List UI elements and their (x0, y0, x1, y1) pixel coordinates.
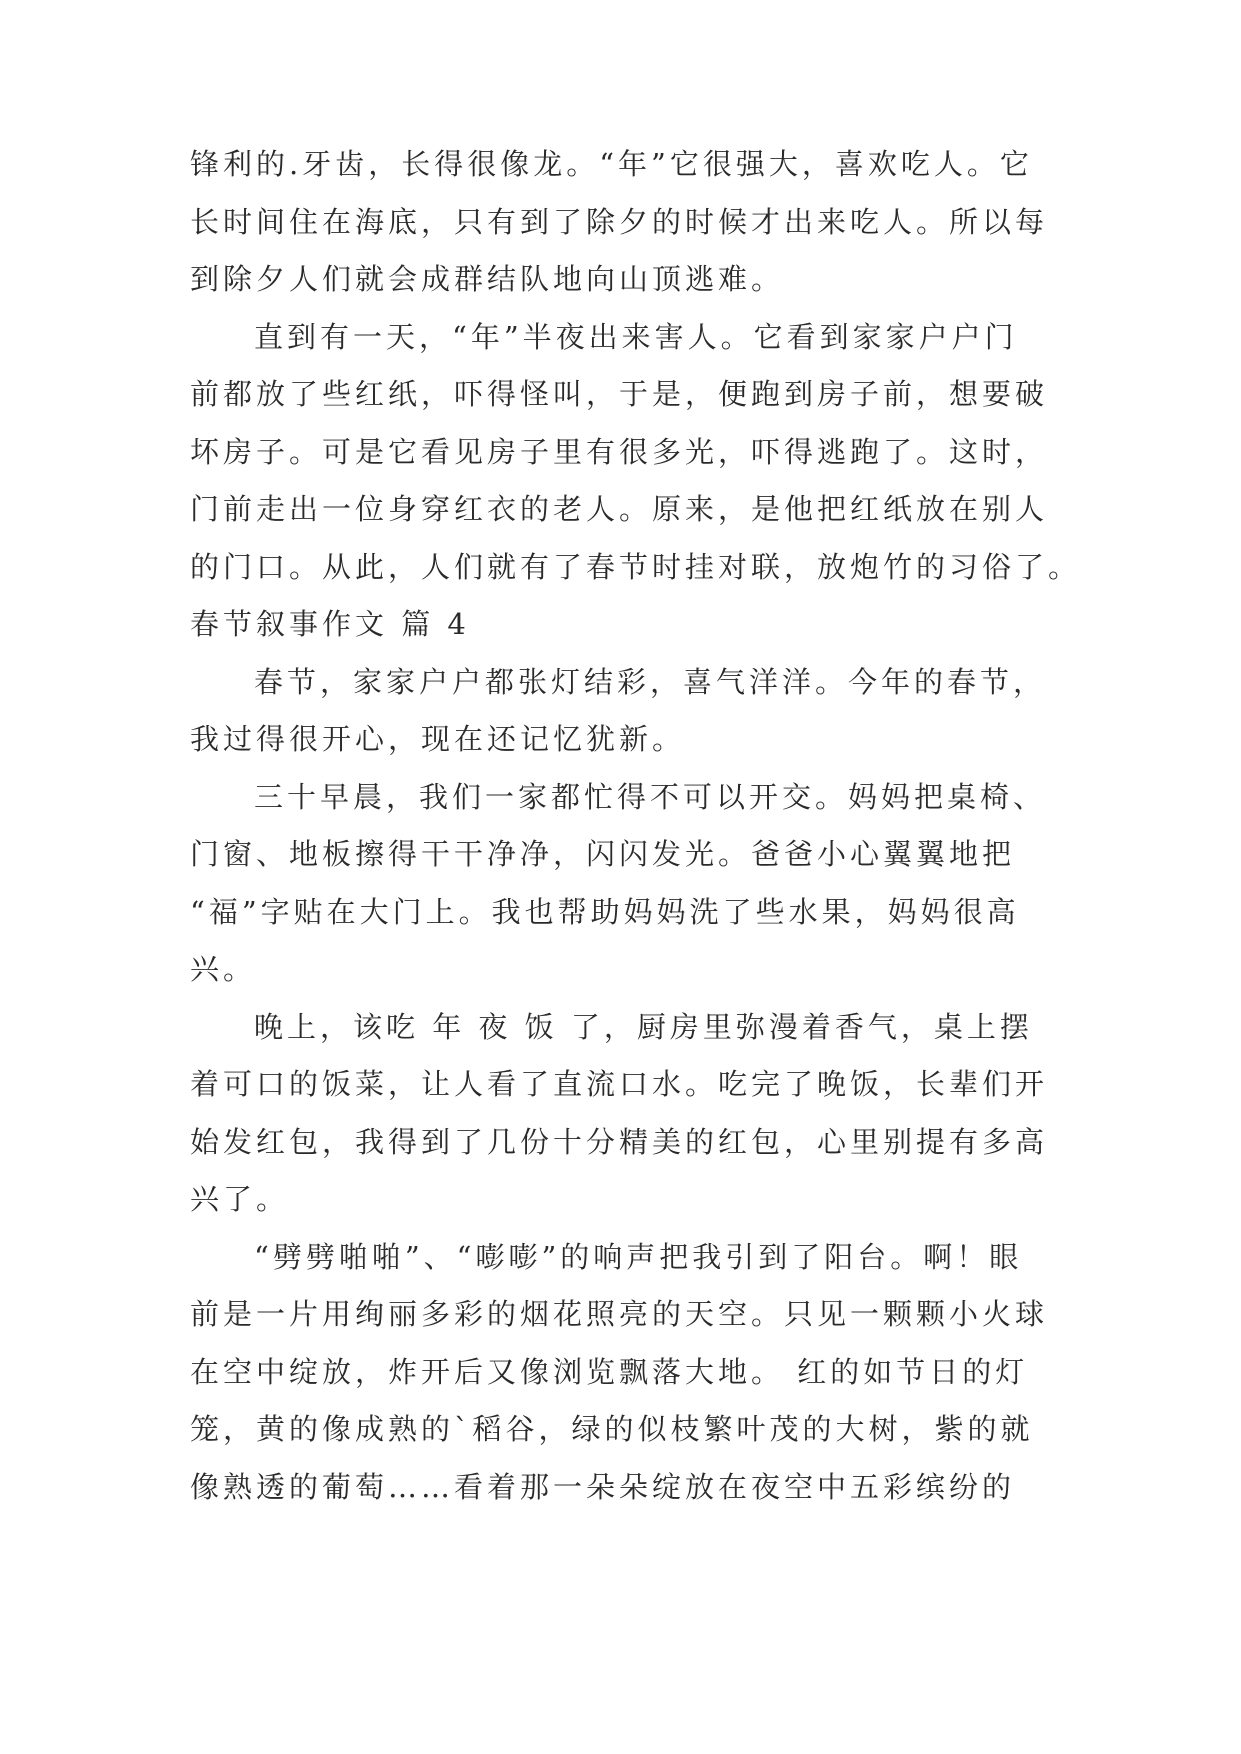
text-line: 直到有一天，“年”半夜出来害人。它看到家家户户门 (254, 319, 1018, 354)
text-line: 我过得很开心，现在还记忆犹新。 (190, 722, 686, 756)
text-line: 始发红包，我得到了几份十分精美的红包，心里别提有多高 (190, 1124, 1049, 1159)
text-line: “劈劈啪啪”、“嘭嘭”的响声把我引到了阳台。啊！眼 (254, 1239, 1023, 1274)
text-line: 前是一片用绚丽多彩的烟花照亮的天空。只见一颗颗小火球 (190, 1297, 1049, 1331)
text-line: 三十早晨，我们一家都忙得不可以开交。妈妈把桌椅、 (254, 779, 1047, 814)
text-line: 锋利的.牙齿，长得很像龙。“年”它很强大，喜欢吃人。它 (190, 147, 1033, 181)
text-line: 到除夕人们就会成群结队地向山顶逃难。 (190, 262, 785, 296)
text-line: 春节叙事作文 篇 4 (190, 607, 470, 641)
text-line: 春节，家家户户都张灯结彩，喜气洋洋。今年的春节， (254, 664, 1047, 699)
text-line: 兴了。 (190, 1182, 290, 1216)
text-line: 坏房子。可是它看见房子里有很多光，吓得逃跑了。这时， (190, 434, 1049, 469)
text-line: 着可口的饭菜，让人看了直流口水。吃完了晚饭，长辈们开 (190, 1067, 1049, 1101)
text-line: 像熟透的葡萄……看着那一朵朵绽放在夜空中五彩缤纷的 (190, 1469, 1016, 1504)
text-line: 晚上，该吃 年 夜 饭 了，厨房里弥漫着香气，桌上摆 (254, 1009, 1033, 1044)
text-line: 门窗、地板擦得干干净净，闪闪发光。爸爸小心翼翼地把 (190, 837, 1016, 871)
text-line: 长时间住在海底，只有到了除夕的时候才出来吃人。所以每 (190, 204, 1049, 239)
document-body (190, 136, 1082, 1516)
text-line: 前都放了些红纸，吓得怪叫，于是，便跑到房子前，想要破 (190, 377, 1049, 411)
text-line: 在空中绽放，炸开后又像浏览飘落大地。 红的如节日的灯 (190, 1354, 1029, 1389)
text-line: 门前走出一位身穿红衣的老人。原来，是他把红纸放在别人 (190, 492, 1049, 526)
text-line: 笼，黄的像成熟的`稻谷，绿的似枝繁叶茂的大树，紫的就 (190, 1412, 1034, 1446)
text-line: “福”字贴在大门上。我也帮助妈妈洗了些水果，妈妈很高 (190, 894, 1020, 929)
text-line: 兴。 (190, 952, 257, 986)
text-line: 的门口。从此，人们就有了春节时挂对联，放炮竹的习俗了。 (190, 549, 1082, 584)
